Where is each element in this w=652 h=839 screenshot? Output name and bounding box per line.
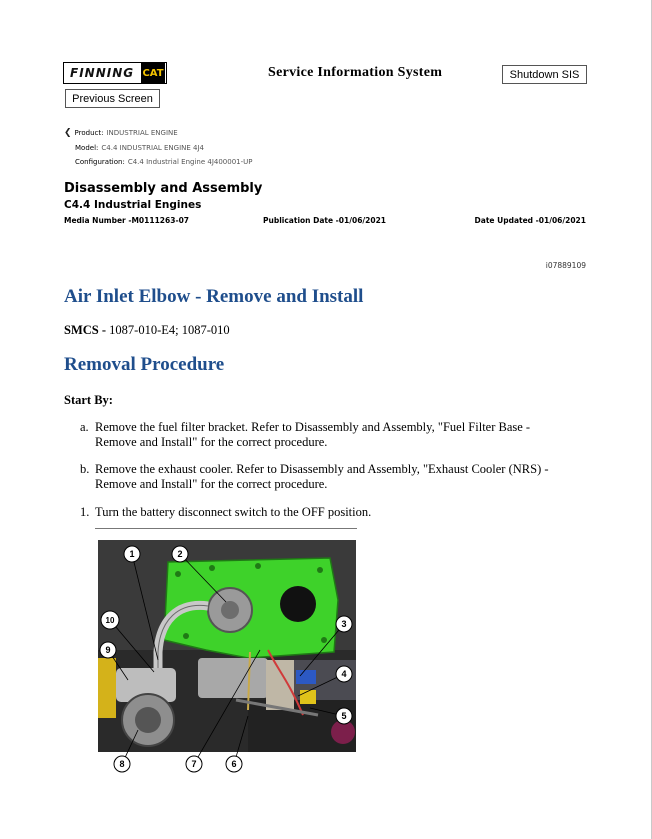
engine-illustration	[98, 540, 356, 769]
product-row	[64, 126, 252, 141]
chevron-left-icon[interactable]: ❮	[64, 128, 72, 138]
publication-date: Publication Date -01/06/2021	[263, 216, 387, 225]
start-by-label: Start By:	[64, 393, 113, 407]
product-value: INDUSTRIAL ENGINE	[106, 129, 178, 137]
step-marker: b.	[80, 462, 90, 476]
step-item	[80, 462, 560, 492]
shutdown-sis-button[interactable]: Shutdown SIS	[502, 65, 587, 84]
system-title: Service Information System	[268, 65, 443, 80]
cat-badge: CAT	[141, 63, 165, 83]
configuration-label: Configuration:	[75, 158, 125, 166]
callout-8: 8	[119, 759, 125, 769]
page-title: Air Inlet Elbow - Remove and Install	[64, 286, 364, 307]
product-info	[64, 126, 252, 170]
callout-2: 2	[177, 549, 183, 559]
smcs-line	[64, 323, 230, 338]
figure-divider	[95, 528, 357, 529]
step-item	[80, 420, 560, 450]
callout-10: 10	[105, 616, 115, 625]
configuration-row	[64, 155, 252, 170]
configuration-value: C4.4 Industrial Engine 4J400001-UP	[127, 158, 253, 166]
model-label: Model:	[75, 143, 99, 152]
step-marker: 1.	[80, 505, 90, 519]
callout-6: 6	[231, 759, 237, 769]
step-text: Remove the exhaust cooler. Refer to Disassembly and Assembly, "Exhaust Cooler (NRS) - Remove and Install" for the correct procedure.	[95, 462, 549, 491]
callout-7: 7	[191, 759, 197, 769]
callout-5: 5	[341, 711, 347, 721]
callout-4: 4	[341, 669, 347, 679]
document-subheading: C4.4 Industrial Engines	[64, 199, 202, 211]
media-number: Media Number -M0111263-07	[64, 216, 190, 225]
callout-1: 1	[129, 549, 135, 559]
step-text: Turn the battery disconnect switch to the OFF position.	[95, 505, 372, 519]
step-text: Remove the fuel filter bracket. Refer to Disassembly and Assembly, "Fuel Filter Base - Remove and Install" for the correct procedure.	[95, 420, 531, 449]
callout-3: 3	[341, 619, 347, 629]
step-item	[80, 505, 560, 520]
smcs-value: 1087-010-E4; 1087-010	[109, 323, 230, 337]
finning-cat-logo	[63, 62, 167, 84]
date-updated: Date Updated -01/06/2021	[474, 216, 586, 225]
model-row	[64, 141, 252, 156]
product-label: Product:	[74, 129, 104, 137]
finning-wordmark: FINNING	[70, 66, 135, 80]
smcs-label: SMCS -	[64, 323, 107, 337]
step-marker: a.	[80, 420, 89, 434]
callout-9: 9	[105, 645, 111, 655]
document-heading: Disassembly and Assembly	[64, 181, 263, 196]
previous-screen-button[interactable]: Previous Screen	[65, 89, 160, 108]
model-value: C4.4 INDUSTRIAL ENGINE 4J4	[101, 143, 205, 152]
document-id: i07889109	[545, 261, 586, 270]
section-title: Removal Procedure	[64, 354, 225, 375]
